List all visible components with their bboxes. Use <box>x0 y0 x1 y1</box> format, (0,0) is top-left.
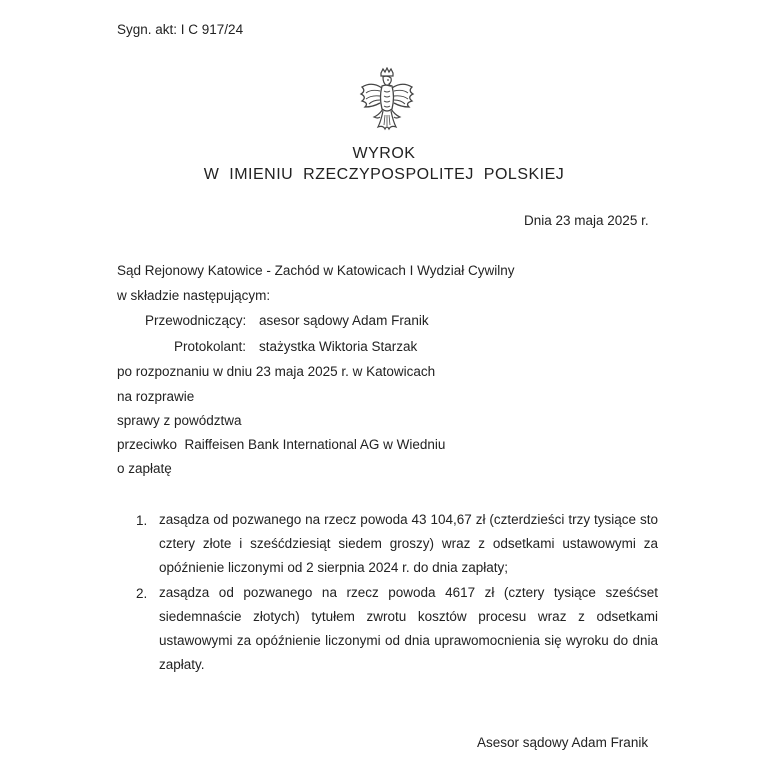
presiding-name: asesor sądowy Adam Franik <box>259 313 429 328</box>
court-name: Sąd Rejonowy Katowice - Zachód w Katowicach I Wydział Cywilny <box>117 263 515 278</box>
case-signature: Sygn. akt: I C 917/24 <box>117 22 244 37</box>
polish-eagle-emblem-icon <box>356 67 418 135</box>
presiding-role: Przewodniczący: <box>145 313 247 328</box>
judgment-subtitle: W IMIENIU RZECZYPOSPOLITEJ POLSKIEJ <box>203 166 565 183</box>
case-subject: o zapłatę <box>117 461 172 476</box>
ruling-number: 1. <box>136 513 148 528</box>
defendant-line: przeciwko Raiffeisen Bank International AG w Wiedniu <box>117 437 446 452</box>
ruling-number: 2. <box>136 586 148 601</box>
ruling-text: zasądza od pozwanego na rzecz powoda 4617 zł (cztery tysiące sześćset siedemnaście złotych) tytułem zwrotu kosztów procesu wraz z odsetkami ustawowymi za opóźnienie liczonymi od dnia uprawomocnienia się wyroku do dnia zapłaty. <box>159 585 658 672</box>
clerk-role: Protokolant: <box>174 339 247 354</box>
hearing-line: po rozpoznaniu w dniu 23 maja 2025 r. w Katowicach <box>117 364 436 379</box>
composition-label: w składzie następującym: <box>117 288 271 303</box>
hearing-type: na rozprawie <box>117 389 195 404</box>
ruling-text: zasądza od pozwanego na rzecz powoda 43 104,67 zł (czterdzieści trzy tysiące sto cztery złote i sześćdziesiąt siedem groszy) wraz z odsetkami ustawowymi za opóźnienie liczonymi od 2 sierpnia 2024 r. do dnia zapłaty; <box>159 512 658 575</box>
clerk-name: stażystka Wiktoria Starzak <box>259 339 418 354</box>
judgment-date: Dnia 23 maja 2025 r. <box>524 213 649 228</box>
judgment-title: WYROK <box>352 145 416 162</box>
judge-signature: Asesor sądowy Adam Franik <box>477 735 649 750</box>
case-from: sprawy z powództwa <box>117 413 242 428</box>
